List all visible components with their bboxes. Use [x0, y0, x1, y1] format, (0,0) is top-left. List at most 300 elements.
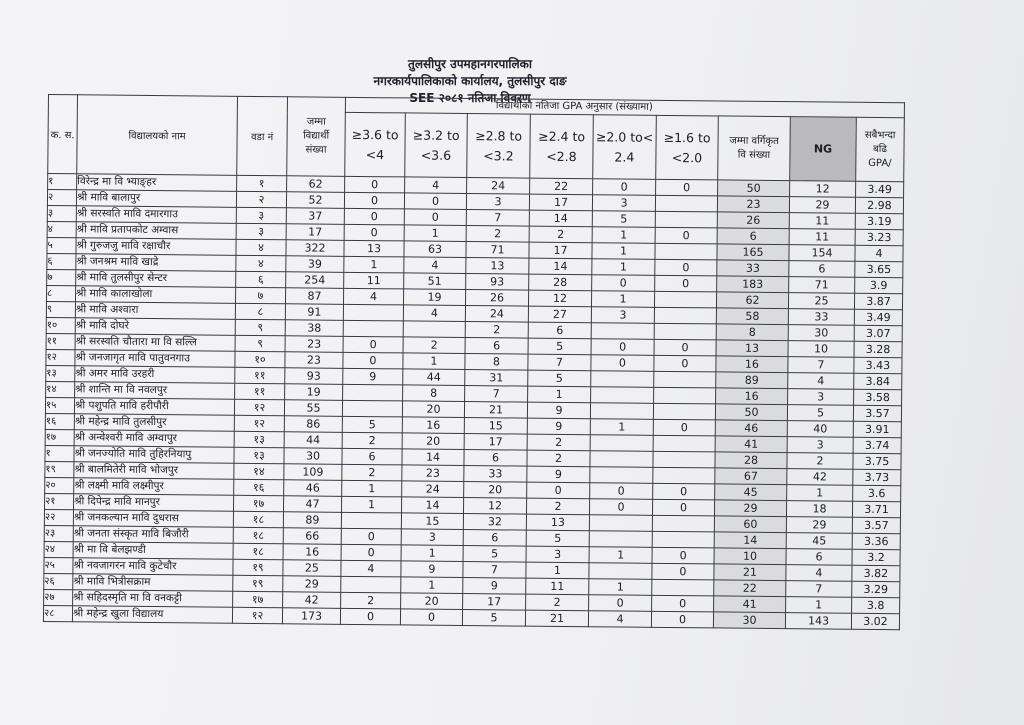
- cell-gpa-2-8: 6: [463, 530, 526, 547]
- cell-school-name: श्री मा वि बेलझण्डी: [73, 542, 233, 560]
- cell-gpa-2-0: 0: [591, 355, 654, 372]
- cell-ng: 7: [788, 357, 854, 374]
- cell-gpa-3-2: 44: [403, 369, 465, 386]
- cell-sn: २: [47, 190, 76, 206]
- cell-top-gpa: 3.9: [855, 277, 903, 293]
- cell-school-name: श्री अमर मावि उरहरी: [75, 366, 235, 384]
- cell-gpa-2-0: [591, 387, 654, 404]
- cell-school-name: श्री महेन्द्र खुला विद्यालय: [72, 606, 232, 624]
- cell-gpa-2-4: 1: [528, 386, 591, 403]
- cell-school-name: श्री मावि दोघरे: [75, 318, 235, 336]
- cell-gpa-3-2: 1: [404, 225, 466, 242]
- cell-gpa-2-4: 21: [525, 610, 588, 627]
- cell-sn: २१: [45, 493, 74, 509]
- cell-gpa-2-0: 1: [589, 579, 652, 596]
- cell-school-name: श्री जनज्योति मावि तुहिरनियापु: [74, 446, 234, 464]
- cell-gpa-2-8: 33: [464, 466, 527, 483]
- cell-gpa-2-0: 0: [591, 339, 654, 356]
- cell-classified: 41: [715, 436, 787, 453]
- cell-gpa-2-4: 5: [528, 370, 591, 387]
- cell-gpa-3-2: 14: [401, 497, 463, 514]
- cell-classified: 50: [715, 404, 787, 421]
- cell-school-name: श्री मावि अश्वारा: [75, 302, 235, 320]
- cell-gpa-1-6: [654, 323, 716, 340]
- cell-top-gpa: 2.98: [855, 197, 903, 213]
- cell-school-name: श्री मावि भित्रीसक्राम: [73, 574, 233, 592]
- cell-ng: 10: [788, 341, 854, 358]
- cell-classified: 16: [716, 388, 788, 405]
- cell-classified: 50: [718, 180, 790, 197]
- cell-gpa-2-8: 26: [465, 290, 528, 307]
- cell-gpa-1-6: 0: [652, 547, 714, 564]
- cell-school-name: श्री बालमितेरी मावि भोजपुर: [74, 462, 234, 480]
- cell-top-gpa: 3.2: [852, 549, 900, 565]
- cell-total: 23: [285, 336, 343, 353]
- cell-classified: 6: [717, 228, 789, 245]
- cell-classified: 165: [717, 244, 789, 261]
- cell-school-name: श्री मावि कालाखोला: [76, 286, 236, 304]
- cell-classified: 22: [714, 580, 786, 597]
- cell-gpa-2-0: 0: [592, 275, 655, 292]
- cell-gpa-1-6: 0: [653, 419, 715, 436]
- cell-gpa-2-4: 27: [528, 306, 591, 323]
- cell-classified: 45: [715, 484, 787, 501]
- cell-gpa-3-2: 2: [403, 337, 465, 354]
- cell-top-gpa: 3.75: [853, 453, 901, 469]
- cell-gpa-3-2: 19: [403, 289, 465, 306]
- cell-classified: 14: [714, 532, 786, 549]
- cell-gpa-1-6: [654, 307, 716, 324]
- cell-gpa-2-8: 7: [465, 386, 528, 403]
- cell-ng: 33: [788, 309, 854, 326]
- cell-gpa-3-6: 0: [341, 528, 401, 545]
- cell-ward: ४: [236, 255, 286, 271]
- cell-gpa-3-2: 20: [402, 433, 464, 450]
- cell-gpa-3-2: 1: [401, 545, 463, 562]
- cell-sn: २३: [44, 525, 73, 541]
- cell-ng: 29: [786, 517, 852, 534]
- header-gpa-2-0: ≥2.0 to< 2.4: [593, 115, 657, 180]
- header-total-students: जम्मा विद्यार्थी संख्या: [287, 97, 346, 177]
- cell-gpa-3-6: 11: [344, 272, 404, 289]
- cell-gpa-3-2: 1: [401, 577, 463, 594]
- cell-gpa-3-2: 4: [403, 305, 465, 322]
- cell-gpa-3-6: 6: [342, 448, 402, 465]
- cell-top-gpa: 4: [855, 245, 903, 261]
- header-classified-count: जम्मा वर्गिकृत वि संख्या: [718, 116, 791, 181]
- cell-top-gpa: 3.6: [853, 485, 901, 501]
- cell-classified: 60: [714, 516, 786, 533]
- cell-sn: २०: [45, 477, 74, 493]
- cell-gpa-2-8: 93: [466, 274, 529, 291]
- cell-ng: 45: [786, 533, 852, 550]
- cell-gpa-3-2: [403, 321, 465, 338]
- cell-gpa-1-6: [653, 467, 715, 484]
- cell-school-name: श्री सरस्वति मावि दमारगाउ: [76, 206, 236, 224]
- cell-gpa-3-6: 0: [344, 192, 404, 209]
- cell-total: 47: [284, 496, 342, 513]
- cell-gpa-3-2: 15: [401, 513, 463, 530]
- cell-ng: 11: [789, 213, 855, 230]
- cell-ng: 2: [787, 453, 853, 470]
- cell-gpa-2-4: 12: [528, 290, 591, 307]
- cell-gpa-3-6: 0: [341, 544, 401, 561]
- document-title: SEE २०८१ नतिजा विवरण: [409, 91, 531, 105]
- cell-ward: ८: [235, 303, 285, 319]
- cell-gpa-2-8: 17: [464, 434, 527, 451]
- cell-gpa-2-8: 5: [463, 546, 526, 563]
- cell-ng: 143: [785, 613, 851, 630]
- cell-gpa-2-0: [590, 435, 653, 452]
- cell-ward: १८: [233, 511, 283, 527]
- cell-ng: 11: [789, 229, 855, 246]
- header-gpa-1-6: ≥1.6 to <2.0: [656, 115, 719, 180]
- cell-ward: १३: [234, 447, 284, 463]
- header-gpa-3-6: ≥3.6 to <4: [345, 112, 406, 177]
- cell-sn: २४: [44, 541, 73, 557]
- cell-gpa-1-6: 0: [652, 499, 714, 516]
- cell-sn: १७: [45, 429, 74, 445]
- cell-gpa-1-6: [652, 531, 714, 548]
- cell-top-gpa: 3.58: [854, 389, 902, 405]
- cell-gpa-3-6: [342, 400, 402, 417]
- cell-gpa-2-8: 6: [465, 338, 528, 355]
- cell-top-gpa: 3.74: [853, 437, 901, 453]
- cell-school-name: श्री मावि प्रतापकोट अम्वास: [76, 222, 236, 240]
- cell-gpa-2-8: 21: [464, 402, 527, 419]
- cell-school-name: श्री जनता संस्कृत मावि बिजौरी: [73, 526, 233, 544]
- cell-total: 30: [284, 448, 342, 465]
- cell-gpa-2-8: 7: [466, 210, 529, 227]
- cell-ng: 154: [789, 245, 855, 262]
- cell-classified: 30: [713, 612, 785, 629]
- cell-gpa-1-6: 0: [655, 227, 717, 244]
- cell-gpa-1-6: [655, 195, 717, 212]
- cell-gpa-2-8: 17: [463, 594, 526, 611]
- cell-gpa-3-6: 9: [343, 368, 403, 385]
- cell-ng: 1: [786, 597, 852, 614]
- cell-top-gpa: 3.8: [852, 597, 900, 613]
- cell-gpa-3-6: 13: [344, 240, 404, 257]
- cell-gpa-2-0: [589, 531, 652, 548]
- cell-gpa-2-4: 9: [527, 466, 590, 483]
- cell-gpa-3-2: 0: [404, 193, 466, 210]
- cell-total: 87: [285, 288, 343, 305]
- office-name: नगरकार्यपालिकाको कार्यालय, तुलसीपुर दाङ: [373, 74, 567, 88]
- cell-gpa-3-2: 20: [401, 593, 463, 610]
- cell-ng: 3: [787, 437, 853, 454]
- cell-school-name: श्री जनजागृत मावि पातुवनगाउ: [75, 350, 235, 368]
- cell-ng: 30: [788, 325, 854, 342]
- cell-top-gpa: 3.71: [852, 501, 900, 517]
- cell-classified: 8: [716, 324, 788, 341]
- cell-ward: १२: [234, 415, 284, 431]
- cell-gpa-3-6: 0: [345, 176, 405, 193]
- cell-ng: 42: [787, 469, 853, 486]
- cell-gpa-3-2: 4: [404, 257, 466, 274]
- cell-gpa-3-6: 2: [342, 464, 402, 481]
- cell-ward: १७: [234, 495, 284, 511]
- cell-gpa-2-0: 1: [591, 291, 654, 308]
- cell-total: 38: [285, 320, 343, 337]
- cell-ng: 5: [787, 405, 853, 422]
- cell-gpa-3-2: 8: [403, 385, 465, 402]
- cell-gpa-3-6: 0: [343, 336, 403, 353]
- cell-top-gpa: 3.57: [852, 517, 900, 533]
- cell-classified: 23: [717, 196, 789, 213]
- cell-sn: १३: [46, 365, 75, 381]
- cell-total: 19: [285, 384, 343, 401]
- cell-ward: ३: [236, 207, 286, 223]
- cell-gpa-2-8: 31: [465, 370, 528, 387]
- cell-ng: 25: [788, 293, 854, 310]
- cell-total: 39: [286, 256, 344, 273]
- cell-ward: ६: [236, 271, 286, 287]
- cell-gpa-2-8: 6: [464, 450, 527, 467]
- cell-gpa-1-6: 0: [654, 339, 716, 356]
- cell-gpa-1-6: [652, 579, 714, 596]
- cell-gpa-2-8: 12: [463, 498, 526, 515]
- cell-gpa-3-2: 0: [400, 609, 462, 626]
- cell-sn: ७: [47, 269, 76, 285]
- cell-total: 29: [283, 576, 341, 593]
- cell-ward: १९: [233, 575, 283, 591]
- cell-sn: २७: [44, 589, 73, 605]
- cell-gpa-1-6: [653, 451, 715, 468]
- cell-gpa-3-6: [343, 384, 403, 401]
- cell-ward: १३: [234, 431, 284, 447]
- cell-gpa-3-2: 16: [402, 417, 464, 434]
- cell-gpa-1-6: 0: [655, 275, 717, 292]
- cell-gpa-2-8: 2: [465, 322, 528, 339]
- cell-top-gpa: 3.91: [853, 421, 901, 437]
- cell-top-gpa: 3.29: [852, 581, 900, 597]
- cell-sn: १०: [46, 317, 75, 333]
- cell-gpa-2-4: 9: [527, 402, 590, 419]
- cell-gpa-2-0: 0: [593, 179, 656, 196]
- cell-gpa-3-6: 1: [342, 480, 402, 497]
- cell-gpa-3-6: 4: [341, 560, 401, 577]
- cell-ward: १८: [233, 527, 283, 543]
- cell-ward: ११: [235, 383, 285, 399]
- cell-sn: ४: [47, 221, 76, 237]
- cell-gpa-2-0: 0: [590, 483, 653, 500]
- cell-ward: १७: [233, 591, 283, 607]
- cell-sn: ११: [46, 333, 75, 349]
- cell-gpa-2-4: 2: [529, 226, 592, 243]
- cell-total: 42: [283, 592, 341, 609]
- cell-sn: २८: [43, 605, 72, 621]
- cell-ward: १: [237, 175, 287, 191]
- cell-gpa-2-4: 11: [526, 578, 589, 595]
- cell-gpa-2-8: 32: [463, 514, 526, 531]
- cell-gpa-2-8: 71: [466, 242, 529, 259]
- cell-classified: 62: [716, 292, 788, 309]
- cell-ward: १८: [233, 543, 283, 559]
- cell-gpa-3-6: 1: [344, 256, 404, 273]
- cell-gpa-1-6: [652, 515, 714, 532]
- cell-gpa-3-6: [343, 304, 403, 321]
- cell-sn: २२: [44, 509, 73, 525]
- cell-total: 86: [284, 416, 342, 433]
- cell-gpa-2-0: [591, 371, 654, 388]
- cell-school-name: विरेन्द्र मा वि भ्याङ्हर: [77, 174, 237, 192]
- cell-gpa-2-0: [590, 403, 653, 420]
- cell-gpa-2-8: 2: [466, 226, 529, 243]
- cell-gpa-3-2: 51: [404, 273, 466, 290]
- cell-ward: ९: [235, 319, 285, 335]
- cell-total: 322: [286, 240, 344, 257]
- cell-gpa-2-4: 2: [526, 594, 589, 611]
- cell-gpa-3-2: 1: [403, 353, 465, 370]
- cell-total: 16: [283, 544, 341, 561]
- cell-total: 91: [285, 304, 343, 321]
- cell-gpa-2-4: 2: [527, 434, 590, 451]
- cell-gpa-2-0: [589, 563, 652, 580]
- cell-sn: ५: [47, 237, 76, 253]
- cell-total: 66: [283, 528, 341, 545]
- cell-classified: 89: [716, 372, 788, 389]
- cell-ward: १४: [234, 463, 284, 479]
- cell-gpa-1-6: [655, 243, 717, 260]
- cell-gpa-2-8: 13: [466, 258, 529, 275]
- cell-gpa-2-4: 17: [529, 242, 592, 259]
- cell-gpa-3-6: 2: [341, 592, 401, 609]
- cell-school-name: श्री गुरुजजु मावि रक्षाचौर: [76, 238, 236, 256]
- cell-sn: ३: [47, 205, 76, 221]
- cell-ng: 6: [789, 261, 855, 278]
- cell-sn: २६: [44, 573, 73, 589]
- cell-gpa-2-0: [591, 323, 654, 340]
- cell-top-gpa: 3.49: [854, 309, 902, 325]
- cell-gpa-2-4: 9: [527, 418, 590, 435]
- cell-gpa-3-6: [341, 576, 401, 593]
- cell-classified: 21: [714, 564, 786, 581]
- cell-ng: 18: [786, 501, 852, 518]
- cell-gpa-3-2: 4: [405, 177, 467, 194]
- cell-school-name: श्री दिपेन्द्र मावि मानपुर: [74, 494, 234, 512]
- cell-classified: 183: [717, 276, 789, 293]
- cell-gpa-3-6: 4: [343, 288, 403, 305]
- cell-ng: 40: [787, 421, 853, 438]
- cell-gpa-2-0: 3: [591, 307, 654, 324]
- cell-gpa-3-6: 0: [344, 208, 404, 225]
- header-school-name: विद्यालयको नाम: [77, 95, 238, 176]
- cell-ng: 7: [786, 581, 852, 598]
- cell-school-name: श्री नवजागरन मावि कुटेचौर: [73, 558, 233, 576]
- cell-sn: ९: [46, 301, 75, 317]
- cell-total: 93: [285, 368, 343, 385]
- cell-total: 173: [282, 608, 340, 625]
- cell-top-gpa: 3.84: [854, 373, 902, 389]
- cell-classified: 26: [717, 212, 789, 229]
- cell-gpa-2-8: 24: [465, 306, 528, 323]
- cell-ward: १६: [234, 479, 284, 495]
- cell-total: 109: [284, 464, 342, 481]
- cell-gpa-3-2: 0: [404, 209, 466, 226]
- cell-sn: १९: [45, 461, 74, 477]
- cell-gpa-1-6: 0: [656, 179, 718, 196]
- cell-gpa-2-8: 15: [464, 418, 527, 435]
- cell-ng: 12: [790, 181, 856, 198]
- cell-ward: १२: [232, 607, 282, 623]
- cell-ng: 29: [789, 197, 855, 214]
- cell-gpa-1-6: 0: [653, 483, 715, 500]
- cell-ward: १९: [233, 559, 283, 575]
- cell-top-gpa: 3.82: [852, 565, 900, 581]
- header-gpa-3-2: ≥3.2 to <3.6: [405, 113, 468, 178]
- cell-gpa-1-6: [653, 403, 715, 420]
- cell-gpa-2-0: 1: [592, 227, 655, 244]
- cell-total: 44: [284, 432, 342, 449]
- cell-ward: ३: [236, 223, 286, 239]
- cell-gpa-2-0: [590, 451, 653, 468]
- cell-gpa-2-8: 5: [462, 610, 525, 627]
- cell-sn: ६: [47, 253, 76, 269]
- cell-gpa-2-0: 0: [589, 499, 652, 516]
- cell-gpa-3-2: 63: [404, 241, 466, 258]
- cell-top-gpa: 3.23: [855, 229, 903, 245]
- cell-school-name: श्री लक्ष्मी मावि लक्ष्मीपुर: [74, 478, 234, 496]
- cell-total: 17: [286, 224, 344, 241]
- cell-gpa-2-4: 17: [529, 194, 592, 211]
- cell-gpa-2-0: 3: [592, 195, 655, 212]
- cell-gpa-2-4: 0: [527, 482, 590, 499]
- cell-gpa-1-6: [655, 211, 717, 228]
- cell-school-name: श्री महेन्द्र मावि तुलसीपुर: [74, 414, 234, 432]
- cell-classified: 41: [714, 596, 786, 613]
- cell-classified: 67: [715, 468, 787, 485]
- results-table-body: [43, 174, 903, 630]
- cell-gpa-2-0: 4: [588, 611, 651, 628]
- cell-top-gpa: 3.28: [854, 341, 902, 357]
- cell-gpa-3-6: 1: [341, 496, 401, 513]
- header-ward: वडा नं: [237, 96, 288, 175]
- cell-total: 254: [286, 272, 344, 289]
- cell-ward: १२: [234, 399, 284, 415]
- cell-sn: १२: [46, 349, 75, 365]
- cell-school-name: श्री अन्वेश्वरी मावि अम्वापुर: [74, 430, 234, 448]
- cell-ward: १०: [235, 351, 285, 367]
- cell-gpa-2-4: 22: [530, 178, 593, 195]
- cell-gpa-3-6: 5: [342, 416, 402, 433]
- cell-gpa-3-6: [341, 512, 401, 529]
- cell-top-gpa: 3.49: [856, 181, 904, 197]
- header-gpa-2-8: ≥2.8 to <3.2: [467, 114, 531, 179]
- cell-gpa-3-6: 0: [344, 224, 404, 241]
- cell-classified: 46: [715, 420, 787, 437]
- cell-gpa-1-6: 0: [651, 611, 713, 628]
- cell-ng: 4: [786, 565, 852, 582]
- cell-gpa-3-6: 2: [342, 432, 402, 449]
- cell-gpa-3-2: 14: [402, 449, 464, 466]
- header-gpa-2-4: ≥2.4 to <2.8: [530, 114, 594, 179]
- cell-gpa-3-2: 20: [402, 401, 464, 418]
- cell-total: 23: [285, 352, 343, 369]
- cell-top-gpa: 3.07: [854, 325, 902, 341]
- cell-ng: 4: [788, 373, 854, 390]
- cell-top-gpa: 3.65: [855, 261, 903, 277]
- cell-school-name: श्री सहिदस्मृति मा वि वनकट्टी: [73, 590, 233, 608]
- cell-school-name: श्री जनकल्यान मावि दुधरास: [73, 510, 233, 528]
- cell-top-gpa: 3.19: [855, 213, 903, 229]
- cell-total: 55: [284, 400, 342, 417]
- cell-ng: 6: [786, 549, 852, 566]
- header-top-gpa: सबैभन्दा बढि GPA/: [856, 117, 905, 181]
- cell-gpa-2-4: 14: [529, 210, 592, 227]
- cell-top-gpa: 3.02: [851, 613, 899, 629]
- cell-classified: 16: [716, 356, 788, 373]
